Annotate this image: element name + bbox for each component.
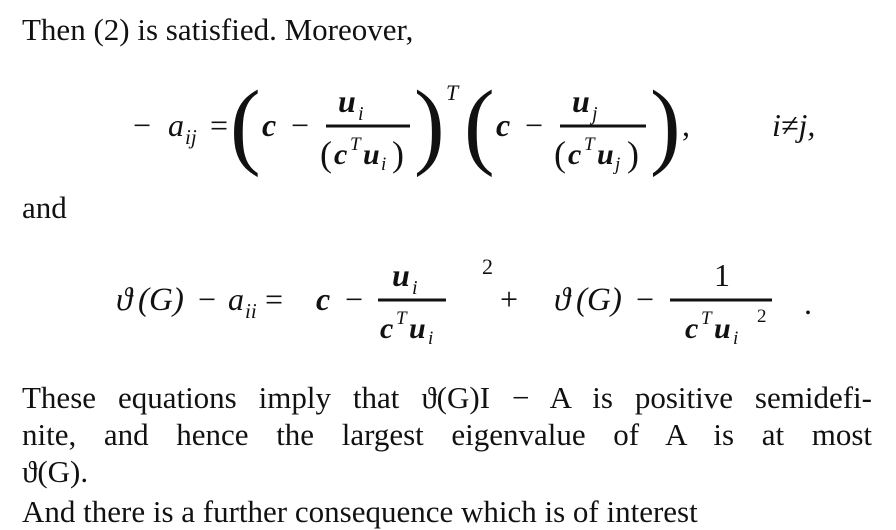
equation-off-diagonal — [0, 60, 896, 190]
eq2-theta-1: ϑ — [116, 282, 133, 318]
eq1-condition: i≠j, — [772, 107, 816, 143]
eq2-G-1: (G) — [138, 282, 184, 318]
eq1-frac2-den-open: ( — [554, 134, 566, 174]
eq1-minus-1: − — [291, 107, 310, 143]
eq2-minus-1: − — [198, 281, 217, 317]
eq2-minus-2: − — [345, 281, 364, 317]
paragraph-conclusion-line-3 — [22, 454, 88, 490]
eq2-frac1-u: u — [392, 257, 410, 293]
eq2-frac2-den-u-sub: i — [733, 328, 739, 349]
eq2-frac1-den-u-sub: i — [428, 328, 434, 349]
eq2-equals: = — [265, 281, 284, 317]
eq2-frac2-den-u: u — [714, 312, 731, 345]
eq2-frac2-den-c: c — [685, 312, 699, 345]
eq1-a: a — [168, 107, 184, 143]
eq2-theta-2: ϑ — [554, 282, 571, 318]
paragraph-intro — [22, 12, 413, 48]
eq2-period: . — [804, 285, 812, 321]
cut-off-line-text: And there is a further consequence which is of interest — [22, 494, 698, 529]
paragraph-and — [22, 190, 67, 226]
eq1-frac1-u-sub: i — [358, 103, 364, 125]
eq2-plus: + — [500, 281, 519, 317]
eq1-frac2-den-u-sub: j — [615, 154, 621, 175]
eq2-frac2-den-T: T — [701, 308, 712, 329]
paragraph-conclusion-line-1-text: These equations imply that ϑ(G)I − A is positive semidefi- — [22, 380, 872, 415]
eq1-frac1-den-u: u — [363, 138, 380, 171]
equation-diagonal — [0, 234, 896, 374]
eq2-frac1-u-sub: i — [412, 277, 418, 299]
paragraph-intro-text: Then (2) is satisfied. Moreover, — [22, 12, 414, 47]
eq1-frac2-den-c: c — [568, 138, 582, 171]
cut-off-line — [0, 492, 896, 529]
eq1-left-paren-2: ( — [464, 71, 495, 179]
paragraph-conclusion-line-1 — [22, 380, 872, 416]
eq2-frac2-den-square: 2 — [757, 306, 767, 327]
eq1-frac1-den-close: ) — [392, 134, 404, 174]
eq2-c: c — [316, 281, 331, 317]
eq1-frac2-u: u — [572, 83, 590, 119]
eq2-frac1-den-c: c — [380, 312, 394, 345]
eq1-c-1: c — [262, 107, 277, 143]
eq1-minus-sign: − — [133, 107, 152, 143]
paragraph-conclusion-line-2 — [22, 417, 872, 453]
eq1-right-paren-2: ) — [650, 71, 681, 179]
eq1-frac2-den-T: T — [584, 134, 595, 155]
eq1-frac1-den-open: ( — [320, 134, 332, 174]
eq1-frac2-den-close: ) — [627, 134, 639, 174]
eq1-left-paren-1: ( — [230, 71, 261, 179]
eq1-frac1-u: u — [338, 83, 356, 119]
eq1-a-subscript: ij — [185, 125, 197, 149]
eq2-G-2: (G) — [576, 282, 622, 318]
eq1-frac2-u-sub: j — [592, 103, 598, 125]
eq1-frac1-den-c: c — [334, 138, 348, 171]
eq2-a: a — [228, 281, 244, 317]
eq2-minus-3: − — [636, 281, 655, 317]
eq1-minus-2: − — [525, 107, 544, 143]
paragraph-conclusion-line-3-text: ϑ(G). — [22, 454, 89, 489]
eq2-frac1-den-u: u — [409, 312, 426, 345]
eq2-a-subscript: ii — [245, 299, 257, 323]
eq1-right-paren-1: ) — [414, 71, 445, 179]
eq1-frac1-den-u-sub: i — [381, 154, 387, 175]
eq2-frac1-den-T: T — [396, 308, 407, 329]
eq2-frac2-one: 1 — [714, 257, 730, 293]
eq1-c-2: c — [496, 107, 511, 143]
eq1-frac1-den-T: T — [350, 134, 361, 155]
paragraph-conclusion-line-2-text: nite, and hence the largest eigenvalue of A is at most — [22, 417, 872, 452]
eq2-square: 2 — [482, 254, 493, 279]
eq1-transpose-sup: T — [446, 80, 459, 105]
eq1-frac2-den-u: u — [597, 138, 614, 171]
paragraph-and-text: and — [22, 190, 67, 225]
eq1-equals: = — [210, 107, 229, 143]
eq1-comma: , — [682, 107, 690, 143]
